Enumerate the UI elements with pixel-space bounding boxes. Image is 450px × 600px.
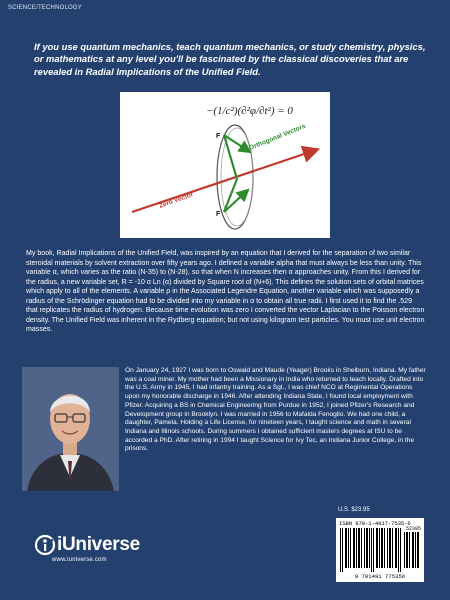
book-description: My book, Radial Implications of the Unified Field, was inspired by an equation that I derived for the separation of two similar steroidal materials by solvent extraction over fifty years ago. I defined a variable alpha that must always be less than unity. This variable α, which varies as the ratio (N-35) to (N-28), so that when N increases then α approaches unity. From this I derived for the radius, a new variable set, R = -10 α Ln (α) divided by Square root of (N+6). This defines the solution sets of orbital matrices which apply to all of the elements. A variable ρ in the Associated Legendre Equation, another variable which was supposedly a radius of the Schrödinger equation had to be divided into my variable in α to obtain all true radii. I first used it to find the .529 that replicates the radius of hydrogen. Because time evolution was zero I converted the vector Laplacian to the Poisson electron density. The Unified Field was inherent in the Rydberg equation; but not using kilogram test particles. You must use unit electron masses. — [26, 250, 425, 334]
category-label: SCIENCE/TECHNOLOGY — [8, 5, 82, 11]
price-label: U.S. $23.95 — [338, 507, 370, 513]
vector-diagram — [120, 92, 330, 238]
zero-vector-label: Zero Vector — [158, 191, 195, 210]
barcode-number: 9 781491 775356 — [354, 573, 406, 580]
f-label-top: F — [216, 133, 221, 140]
publisher-url: www.iuniverse.com — [52, 557, 107, 563]
publisher-name: iUniverse — [57, 534, 140, 555]
barcode-addon-code: 52395 — [406, 526, 422, 532]
f-label-bottom: F — [216, 211, 221, 218]
isbn-text: ISBN 978-1-4917-7535-6 — [339, 520, 411, 527]
figure-panel — [120, 92, 330, 238]
author-bio: On January 24, 1927 I was born to Oswald and Maude (Yeager) Brooks in Shelburn, Indiana. My father was a coal miner. My mother had been a Missionary in India who returned to teach locally. Drafted into the U.S. Army in 1945, I had infantry training. As a Sgt., I was chief NCO at Regimental Operations upon my honorable discharge in 1946. After attending Indiana State, I found local employment with Pfizer. Acquiring a BS in Chemical Engineering from Purdue in 1952, I joined Pfizer's Research and Development group in Brooklyn. I was married in 1956 to Mafalda Fenoglio. We had one child, a daughter, Pamela. Holding a Life License, for nineteen years, I taught science and math in several Indiana and Illinois schools. During summers I obtained sufficient masters degrees at ISU to be accorded a PhD. After retiring in 1994 I taught Science for Ivy Tec, an Indiana Junior College, in the prisons. — [125, 367, 426, 453]
publisher-logo — [34, 534, 140, 556]
iuniverse-swirl-icon — [34, 534, 56, 556]
equation-text: −(1/c²)(∂²φ/∂t²) = 0 — [206, 105, 293, 117]
intro-blurb: If you use quantum mechanics, teach quantum mechanics, or study chemistry, physics, or mathematics at any level you'll be fascinated by the classical discoveries that are revealed in Radial Implications of the Unified Field. — [34, 41, 426, 77]
orthogonal-vectors-label: Orthogonal Vectors — [248, 122, 307, 152]
isbn-barcode — [336, 518, 424, 582]
author-portrait-illustration — [22, 367, 119, 491]
author-photo — [22, 367, 119, 491]
